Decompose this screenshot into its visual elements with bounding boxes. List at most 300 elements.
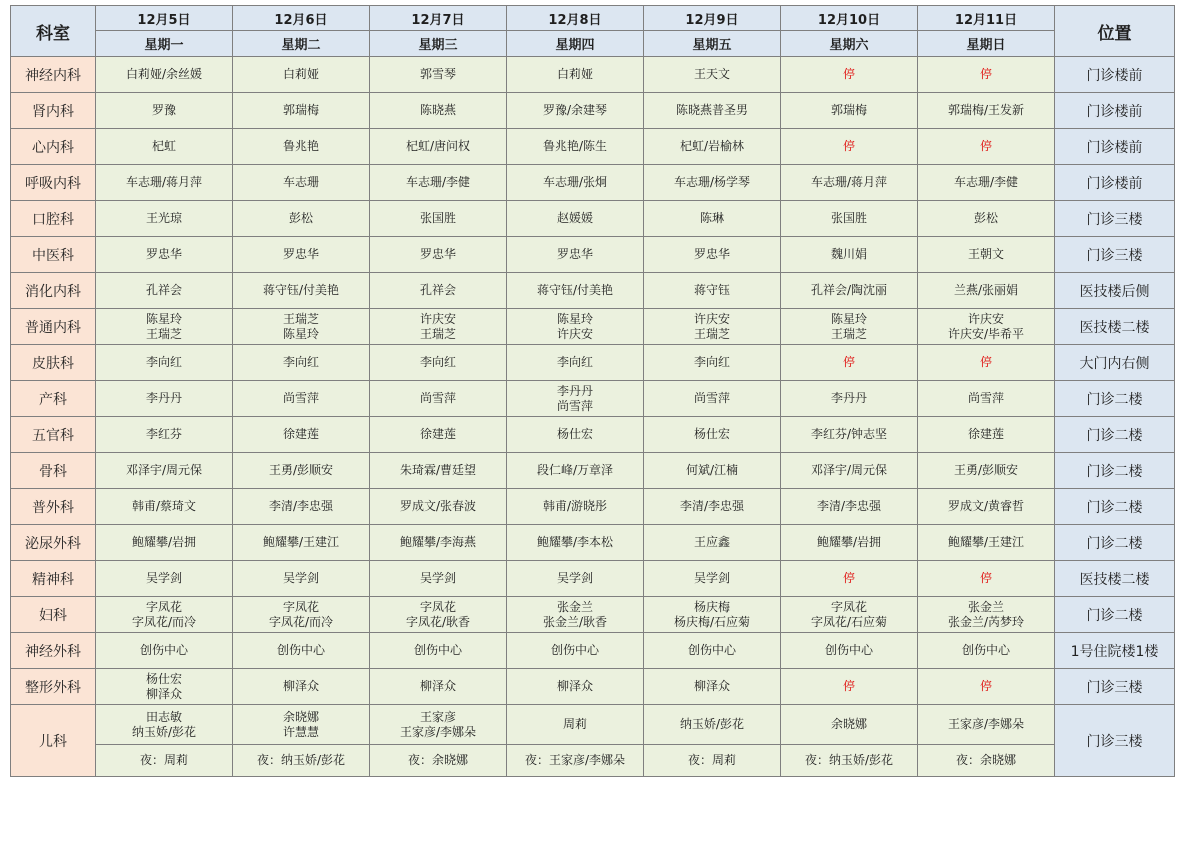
schedule-cell <box>781 381 918 417</box>
schedule-entry: 蒋守钰/付美艳 <box>536 283 614 297</box>
schedule-entry: 张国胜 <box>830 211 867 225</box>
weekday-header: 星期三 <box>370 31 507 57</box>
table-row <box>11 561 1175 597</box>
schedule-entry: 张金兰 <box>556 599 593 614</box>
schedule-cell <box>507 309 644 345</box>
schedule-entry: 王应鑫 <box>693 535 730 549</box>
table-row <box>11 237 1175 273</box>
schedule-entry: 杨仕宏 <box>556 427 593 441</box>
schedule-entry: 韩甫/蔡琦文 <box>131 499 197 513</box>
schedule-cell <box>644 453 781 489</box>
schedule-cell <box>96 129 233 165</box>
weekday-header: 星期六 <box>781 31 918 57</box>
schedule-entry: 鲍耀攀/王建江 <box>262 535 340 549</box>
schedule-cell <box>96 597 233 633</box>
location-cell: 医技楼后侧 <box>1055 273 1175 309</box>
schedule-cell <box>507 453 644 489</box>
schedule-cell <box>918 381 1055 417</box>
date-header: 12月11日 <box>918 6 1055 31</box>
location-cell: 门诊三楼 <box>1055 237 1175 273</box>
schedule-cell <box>918 525 1055 561</box>
schedule-entry: 李丹丹 <box>145 391 182 405</box>
schedule-entry: 吴学剑 <box>282 571 319 585</box>
dept-name: 肾内科 <box>11 93 96 129</box>
schedule-cell <box>233 309 370 345</box>
schedule-entry: 郭瑞梅 <box>830 103 867 117</box>
location-cell: 门诊二楼 <box>1055 453 1175 489</box>
schedule-entry: 魏川娟 <box>830 247 867 261</box>
schedule-entry: 白莉娅 <box>282 67 319 81</box>
schedule-entry: 王瑞芝 <box>419 326 456 341</box>
schedule-entry: 鲍耀攀/李本松 <box>536 535 614 549</box>
schedule-entry: 罗成文/张春波 <box>399 499 477 513</box>
schedule-cell <box>233 129 370 165</box>
schedule-entry: 王家彦/李娜朵 <box>399 724 477 739</box>
dept-name: 普通内科 <box>11 309 96 345</box>
schedule-cell <box>644 165 781 201</box>
dept-name: 整形外科 <box>11 669 96 705</box>
schedule-entry: 字凤花 <box>145 599 182 614</box>
schedule-cell <box>781 237 918 273</box>
schedule-cell <box>233 453 370 489</box>
dept-name: 口腔科 <box>11 201 96 237</box>
schedule-entry: 王瑞芝 <box>145 326 182 341</box>
schedule-entry: 陈星玲 <box>556 311 593 326</box>
schedule-cell <box>370 57 507 93</box>
schedule-cell <box>918 453 1055 489</box>
schedule-entry: 白莉娅/余丝媛 <box>125 67 203 81</box>
schedule-entry: 杨庆梅 <box>693 599 730 614</box>
schedule-entry: 字凤花/石应菊 <box>810 614 888 629</box>
location-column-header: 位置 <box>1055 6 1175 57</box>
schedule-entry: 创伤中心 <box>824 643 873 657</box>
location-cell: 门诊二楼 <box>1055 381 1175 417</box>
schedule-cell <box>507 669 644 705</box>
schedule-entry: 李向红 <box>282 355 319 369</box>
dept-name: 呼吸内科 <box>11 165 96 201</box>
schedule-cell <box>644 633 781 669</box>
schedule-cell <box>370 525 507 561</box>
schedule-entry: 陈晓燕普圣男 <box>675 103 748 117</box>
table-row <box>11 165 1175 201</box>
schedule-cell <box>233 669 370 705</box>
dept-column-header: 科室 <box>11 6 96 57</box>
dept-name: 产科 <box>11 381 96 417</box>
location-cell: 门诊二楼 <box>1055 597 1175 633</box>
schedule-cell <box>370 345 507 381</box>
schedule-entry: 停 <box>842 679 855 693</box>
schedule-entry: 停 <box>979 67 992 81</box>
schedule-entry: 陈琳 <box>699 211 724 225</box>
schedule-entry: 停 <box>842 571 855 585</box>
schedule-entry: 田志敏 <box>145 709 182 724</box>
schedule-entry: 停 <box>979 571 992 585</box>
schedule-cell <box>507 345 644 381</box>
dept-name: 泌尿外科 <box>11 525 96 561</box>
schedule-entry: 李向红 <box>419 355 456 369</box>
schedule-entry: 李向红 <box>556 355 593 369</box>
schedule-entry: 郭瑞梅/王发新 <box>947 103 1025 117</box>
table-row <box>11 525 1175 561</box>
schedule-entry: 创伤中心 <box>276 643 325 657</box>
schedule-entry: 陈星玲 <box>145 311 182 326</box>
schedule-entry: 白莉娅 <box>556 67 593 81</box>
table-row <box>11 489 1175 525</box>
schedule-cell <box>233 93 370 129</box>
dept-name: 中医科 <box>11 237 96 273</box>
schedule-cell <box>507 165 644 201</box>
schedule-cell <box>507 705 644 745</box>
schedule-entry: 赵媛媛 <box>556 211 593 225</box>
schedule-cell <box>96 201 233 237</box>
schedule-cell <box>370 705 507 745</box>
schedule-entry: 孔祥会/陶沈丽 <box>810 283 888 297</box>
schedule-cell <box>507 489 644 525</box>
schedule-cell <box>918 309 1055 345</box>
location-cell: 门诊楼前 <box>1055 165 1175 201</box>
schedule-cell <box>918 489 1055 525</box>
schedule-entry: 车志珊 <box>282 175 319 189</box>
schedule-cell <box>781 273 918 309</box>
night-shift-cell: 夜：周莉 <box>96 745 233 777</box>
schedule-cell <box>96 165 233 201</box>
schedule-cell <box>781 93 918 129</box>
schedule-entry: 许庆安 <box>419 311 456 326</box>
schedule-cell <box>918 597 1055 633</box>
dept-name: 骨科 <box>11 453 96 489</box>
schedule-cell <box>233 57 370 93</box>
schedule-cell <box>370 237 507 273</box>
schedule-cell <box>96 525 233 561</box>
location-cell: 1号住院楼1楼 <box>1055 633 1175 669</box>
schedule-entry: 张金兰/耿香 <box>542 614 608 629</box>
schedule-cell <box>644 525 781 561</box>
schedule-cell <box>96 417 233 453</box>
schedule-cell <box>644 129 781 165</box>
schedule-cell <box>370 201 507 237</box>
night-shift-cell: 夜：纳玉娇/彭花 <box>233 745 370 777</box>
schedule-entry: 李丹丹 <box>556 383 593 398</box>
table-row <box>11 633 1175 669</box>
schedule-entry: 张金兰/芮梦玲 <box>947 614 1025 629</box>
schedule-entry: 停 <box>842 355 855 369</box>
schedule-cell <box>644 669 781 705</box>
schedule-entry: 字凤花/而冷 <box>268 614 334 629</box>
schedule-entry: 余晓娜 <box>282 709 319 724</box>
schedule-entry: 柳泽众 <box>693 679 730 693</box>
schedule-cell <box>370 417 507 453</box>
weekday-header: 星期日 <box>918 31 1055 57</box>
schedule-cell <box>781 309 918 345</box>
dept-name: 妇科 <box>11 597 96 633</box>
schedule-entry: 李向红 <box>693 355 730 369</box>
schedule-entry: 罗豫/余建琴 <box>542 103 608 117</box>
table-row <box>11 201 1175 237</box>
dept-name: 神经外科 <box>11 633 96 669</box>
table-row <box>11 345 1175 381</box>
header-date-row <box>11 6 1175 31</box>
schedule-entry: 停 <box>979 355 992 369</box>
schedule-cell <box>918 57 1055 93</box>
schedule-entry: 陈星玲 <box>830 311 867 326</box>
schedule-entry: 王瑞芝 <box>693 326 730 341</box>
schedule-cell <box>507 57 644 93</box>
schedule-cell <box>96 453 233 489</box>
schedule-entry: 鲍耀攀/李海燕 <box>399 535 477 549</box>
dept-name: 普外科 <box>11 489 96 525</box>
schedule-cell <box>507 597 644 633</box>
schedule-cell <box>644 345 781 381</box>
schedule-cell <box>233 417 370 453</box>
schedule-entry: 创伤中心 <box>550 643 599 657</box>
schedule-entry: 段仁峰/万章泽 <box>536 463 614 477</box>
schedule-entry: 何斌/江楠 <box>685 463 739 477</box>
schedule-entry: 杞虹/唐问权 <box>405 139 471 153</box>
schedule-entry: 车志珊/李健 <box>405 175 471 189</box>
table-row <box>11 597 1175 633</box>
schedule-cell <box>507 129 644 165</box>
schedule-entry: 徐建莲 <box>282 427 319 441</box>
location-cell: 门诊三楼 <box>1055 669 1175 705</box>
schedule-entry: 韩甫/游晓彤 <box>542 499 608 513</box>
schedule-entry: 杨仕宏 <box>145 671 182 686</box>
schedule-entry: 李清/李忠强 <box>268 499 334 513</box>
table-row <box>11 93 1175 129</box>
schedule-cell <box>644 381 781 417</box>
schedule-entry: 许庆安 <box>967 311 1004 326</box>
schedule-entry: 字凤花 <box>419 599 456 614</box>
schedule-cell <box>781 597 918 633</box>
schedule-entry: 柳泽众 <box>419 679 456 693</box>
schedule-entry: 柳泽众 <box>145 686 182 701</box>
schedule-cell <box>370 273 507 309</box>
schedule-cell <box>507 273 644 309</box>
date-header: 12月9日 <box>644 6 781 31</box>
schedule-cell <box>644 201 781 237</box>
table-row <box>11 309 1175 345</box>
schedule-cell <box>507 417 644 453</box>
schedule-entry: 尚雪萍 <box>282 391 319 405</box>
location-cell: 门诊楼前 <box>1055 129 1175 165</box>
schedule-entry: 鲍耀攀/岩拥 <box>816 535 882 549</box>
schedule-entry: 车志珊/张炯 <box>542 175 608 189</box>
schedule-entry: 王光琼 <box>145 211 182 225</box>
weekday-header: 星期一 <box>96 31 233 57</box>
schedule-entry: 王天文 <box>693 67 730 81</box>
schedule-cell <box>507 93 644 129</box>
schedule-cell <box>233 561 370 597</box>
schedule-cell <box>96 561 233 597</box>
schedule-entry: 杨仕宏 <box>693 427 730 441</box>
schedule-entry: 车志珊/李健 <box>953 175 1019 189</box>
night-shift-cell: 夜：余晓娜 <box>918 745 1055 777</box>
schedule-entry: 邓泽宇/周元保 <box>810 463 888 477</box>
schedule-entry: 罗忠华 <box>145 247 182 261</box>
schedule-cell <box>918 93 1055 129</box>
table-row <box>11 129 1175 165</box>
schedule-cell <box>233 525 370 561</box>
schedule-entry: 字凤花 <box>282 599 319 614</box>
schedule-cell <box>370 633 507 669</box>
schedule-cell <box>781 57 918 93</box>
schedule-cell <box>96 93 233 129</box>
schedule-entry: 陈星玲 <box>282 326 319 341</box>
schedule-cell <box>370 165 507 201</box>
schedule-cell <box>781 417 918 453</box>
schedule-entry: 彭松 <box>973 211 998 225</box>
schedule-cell <box>507 381 644 417</box>
schedule-entry: 创伤中心 <box>961 643 1010 657</box>
schedule-cell <box>644 597 781 633</box>
night-shift-cell: 夜：王家彦/李娜朵 <box>507 745 644 777</box>
schedule-cell <box>781 129 918 165</box>
schedule-cell <box>96 57 233 93</box>
schedule-cell <box>781 345 918 381</box>
schedule-cell <box>507 201 644 237</box>
table-row <box>11 57 1175 93</box>
schedule-entry: 许庆安 <box>693 311 730 326</box>
schedule-cell <box>370 381 507 417</box>
weekday-header: 星期二 <box>233 31 370 57</box>
dept-name: 神经内科 <box>11 57 96 93</box>
schedule-entry: 李红芬/钟志坚 <box>810 427 888 441</box>
schedule-entry: 柳泽众 <box>282 679 319 693</box>
schedule-entry: 纳玉娇/彭花 <box>679 717 745 731</box>
schedule-cell <box>918 705 1055 745</box>
dept-name: 心内科 <box>11 129 96 165</box>
schedule-entry: 创伤中心 <box>687 643 736 657</box>
dept-name: 儿科 <box>11 705 96 777</box>
location-cell: 门诊楼前 <box>1055 93 1175 129</box>
schedule-cell <box>96 237 233 273</box>
schedule-cell <box>918 669 1055 705</box>
schedule-entry: 尚雪萍 <box>693 391 730 405</box>
schedule-cell <box>96 345 233 381</box>
weekday-header: 星期四 <box>507 31 644 57</box>
table-row <box>11 453 1175 489</box>
schedule-cell <box>370 489 507 525</box>
schedule-cell <box>781 561 918 597</box>
schedule-entry: 李清/李忠强 <box>816 499 882 513</box>
schedule-cell <box>96 381 233 417</box>
schedule-cell <box>507 237 644 273</box>
schedule-entry: 车志珊/杨学琴 <box>673 175 751 189</box>
schedule-entry: 郭瑞梅 <box>282 103 319 117</box>
schedule-cell <box>781 165 918 201</box>
schedule-entry: 停 <box>842 139 855 153</box>
schedule-entry: 张金兰 <box>967 599 1004 614</box>
schedule-entry: 创伤中心 <box>413 643 462 657</box>
date-header: 12月7日 <box>370 6 507 31</box>
schedule-cell <box>370 309 507 345</box>
schedule-entry: 杞虹 <box>151 139 176 153</box>
schedule-cell <box>644 57 781 93</box>
schedule-entry: 王瑞芝 <box>282 311 319 326</box>
schedule-entry: 杞虹/岩榆林 <box>679 139 745 153</box>
schedule-entry: 罗豫 <box>151 103 176 117</box>
schedule-entry: 吴学剑 <box>145 571 182 585</box>
table-row <box>11 745 1175 777</box>
weekday-header: 星期五 <box>644 31 781 57</box>
location-cell: 门诊二楼 <box>1055 525 1175 561</box>
schedule-entry: 孔祥会 <box>419 283 456 297</box>
schedule-entry: 许庆安 <box>556 326 593 341</box>
schedule-entry: 王家彦 <box>419 709 456 724</box>
schedule-entry: 郭雪琴 <box>419 67 456 81</box>
schedule-entry: 尚雪萍 <box>556 398 593 413</box>
schedule-entry: 字凤花 <box>830 599 867 614</box>
schedule-cell <box>233 597 370 633</box>
schedule-cell <box>96 273 233 309</box>
table-row <box>11 381 1175 417</box>
schedule-entry: 徐建莲 <box>419 427 456 441</box>
schedule-entry: 杨庆梅/石应菊 <box>673 614 751 629</box>
schedule-entry: 罗忠华 <box>556 247 593 261</box>
schedule-entry: 鲁兆艳/陈生 <box>542 139 608 153</box>
schedule-entry: 停 <box>979 679 992 693</box>
table-row <box>11 705 1175 745</box>
schedule-entry: 李清/李忠强 <box>679 499 745 513</box>
location-cell: 门诊二楼 <box>1055 417 1175 453</box>
location-cell: 医技楼二楼 <box>1055 309 1175 345</box>
dept-name: 消化内科 <box>11 273 96 309</box>
schedule-entry: 李红芬 <box>145 427 182 441</box>
table-row <box>11 669 1175 705</box>
schedule-entry: 周莉 <box>562 717 587 731</box>
schedule-cell <box>781 633 918 669</box>
schedule-entry: 吴学剑 <box>419 571 456 585</box>
schedule-cell <box>96 633 233 669</box>
schedule-cell <box>233 705 370 745</box>
schedule-entry: 尚雪萍 <box>419 391 456 405</box>
schedule-entry: 蒋守钰/付美艳 <box>262 283 340 297</box>
schedule-cell <box>370 93 507 129</box>
dept-name: 皮肤科 <box>11 345 96 381</box>
schedule-entry: 孔祥会 <box>145 283 182 297</box>
schedule-entry: 罗忠华 <box>419 247 456 261</box>
schedule-cell <box>781 453 918 489</box>
schedule-entry: 王瑞芝 <box>830 326 867 341</box>
schedule-entry: 吴学剑 <box>556 571 593 585</box>
schedule-entry: 字凤花/而冷 <box>131 614 197 629</box>
schedule-cell <box>644 417 781 453</box>
location-cell: 门诊楼前 <box>1055 57 1175 93</box>
schedule-entry: 王勇/彭顺安 <box>953 463 1019 477</box>
schedule-entry: 停 <box>979 139 992 153</box>
date-header: 12月8日 <box>507 6 644 31</box>
schedule-cell <box>233 345 370 381</box>
dept-name: 精神科 <box>11 561 96 597</box>
schedule-cell <box>507 525 644 561</box>
schedule-cell <box>918 129 1055 165</box>
schedule-entry: 王家彦/李娜朵 <box>947 717 1025 731</box>
schedule-cell <box>918 417 1055 453</box>
schedule-cell <box>507 561 644 597</box>
table-row <box>11 417 1175 453</box>
schedule-cell <box>233 381 370 417</box>
schedule-cell <box>233 273 370 309</box>
schedule-cell <box>370 669 507 705</box>
night-shift-cell: 夜：余晓娜 <box>370 745 507 777</box>
schedule-entry: 彭松 <box>288 211 313 225</box>
schedule-entry: 吴学剑 <box>693 571 730 585</box>
schedule-entry: 邓泽宇/周元保 <box>125 463 203 477</box>
schedule-entry: 创伤中心 <box>139 643 188 657</box>
schedule-cell <box>96 705 233 745</box>
schedule-cell <box>644 561 781 597</box>
schedule-entry: 王朝文 <box>967 247 1004 261</box>
schedule-cell <box>644 309 781 345</box>
